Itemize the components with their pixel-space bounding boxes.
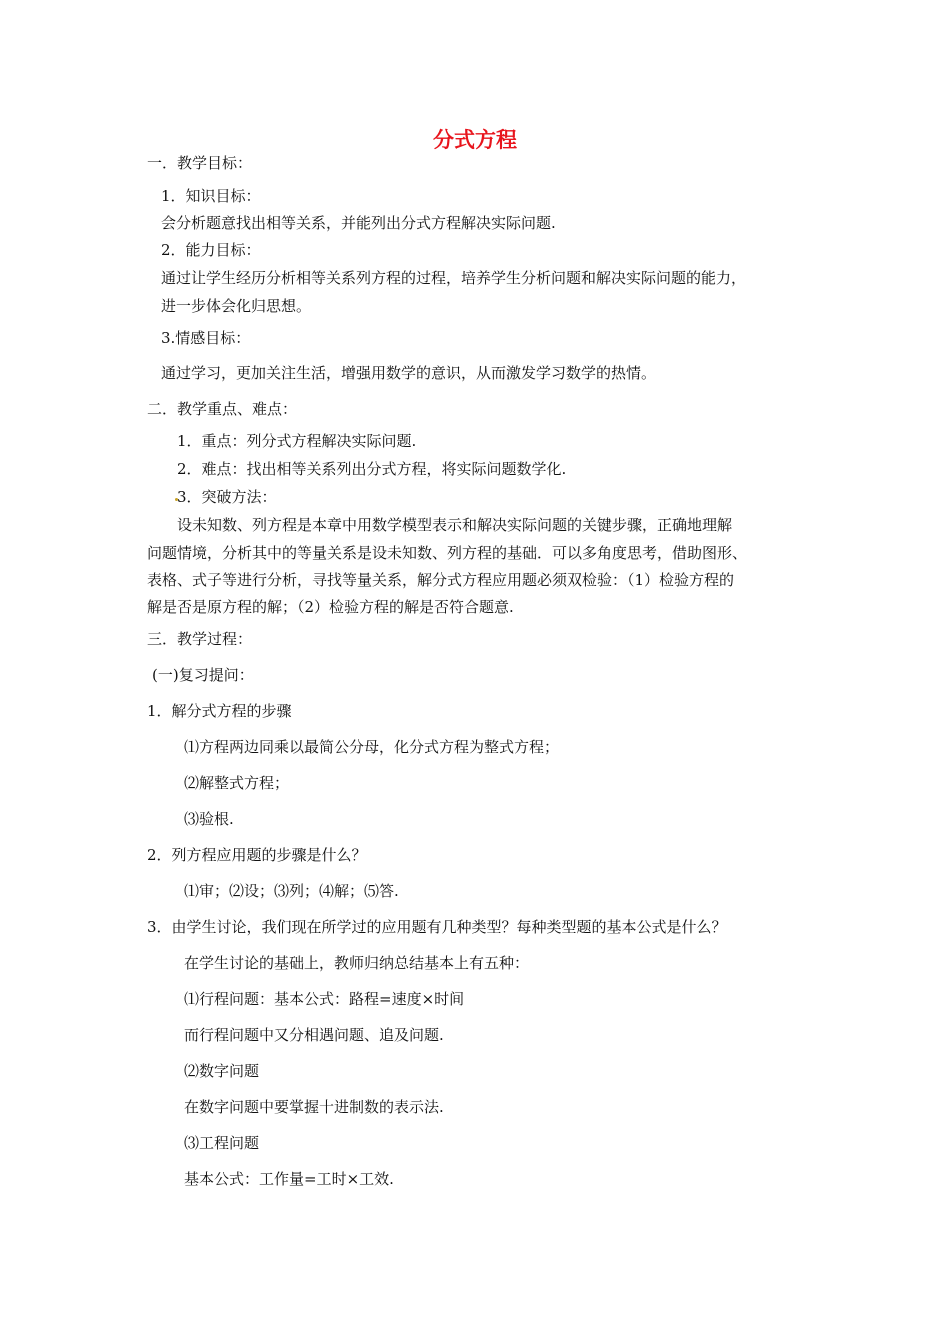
subheading-knowledge: 1．知识目标：	[161, 187, 261, 205]
list-item: 1．重点：列分式方程解决实际问题.	[177, 432, 417, 450]
list-item: 3．由学生讨论，我们现在所学过的应用题有几种类型？每种类型题的基本公式是什么？	[147, 918, 727, 936]
paragraph-line: 在数字问题中要掌握十进制数的表示法.	[184, 1098, 444, 1116]
list-item: 2．列方程应用题的步骤是什么？	[147, 846, 367, 864]
paragraph-line: 在学生讨论的基础上，教师归纳总结基本上有五种：	[184, 954, 530, 972]
list-item: ⑶验根.	[184, 810, 234, 828]
paragraph-line: 设未知数、列方程是本章中用数学模型表示和解决实际问题的关键步骤，正确地理解	[177, 516, 733, 534]
paragraph-line: 而行程问题中又分相遇问题、追及问题.	[184, 1026, 444, 1044]
section-heading-process: 三．教学过程：	[147, 630, 253, 648]
paragraph-line: 通过学习，更加关注生活，增强用数学的意识，从而激发学习数学的热情。	[161, 364, 657, 382]
paragraph-line: 通过让学生经历分析相等关系列方程的过程，培养学生分析问题和解决实际问题的能力，	[161, 269, 747, 287]
list-item: ⑴审；⑵设；⑶列；⑷解；⑸答.	[184, 882, 399, 900]
list-item: 3．突破方法：	[177, 488, 277, 506]
paragraph-line: 基本公式：工作量=工时×工效.	[184, 1170, 394, 1188]
paragraph-line: 会分析题意找出相等关系，并能列出分式方程解决实际问题.	[161, 214, 556, 232]
paragraph-line: 解是否是原方程的解；（2）检验方程的解是否符合题意.	[147, 598, 514, 616]
section-heading-objectives: 一．教学目标：	[147, 154, 253, 172]
paragraph-line: 表格、式子等进行分析，寻找等量关系，解分式方程应用题必须双检验：（1）检验方程的	[147, 571, 735, 589]
subheading-review: (一)复习提问：	[152, 666, 254, 684]
list-item: ⑵数字问题	[184, 1062, 260, 1080]
paragraph-line: 进一步体会化归思想。	[161, 297, 312, 315]
list-item: ⑴方程两边同乘以最简公分母，化分式方程为整式方程；	[184, 738, 560, 756]
subheading-ability: 2．能力目标：	[161, 241, 261, 259]
paragraph-line: 问题情境，分析其中的等量关系是设未知数、列方程的基础．可以多角度思考，借助图形、	[147, 544, 748, 562]
list-item: ⑶工程问题	[184, 1134, 260, 1152]
page-title: 分式方程	[433, 128, 517, 152]
list-item: ⑴行程问题：基本公式：路程=速度×时间	[184, 990, 465, 1008]
section-heading-keypoints: 二．教学重点、难点：	[147, 400, 298, 418]
list-item: ⑵解整式方程；	[184, 774, 290, 792]
list-item: 2．难点：找出相等关系列出分式方程，将实际问题数学化.	[177, 460, 567, 478]
subheading-emotion: 3.情感目标：	[161, 329, 251, 347]
list-item: 1．解分式方程的步骤	[147, 702, 292, 720]
